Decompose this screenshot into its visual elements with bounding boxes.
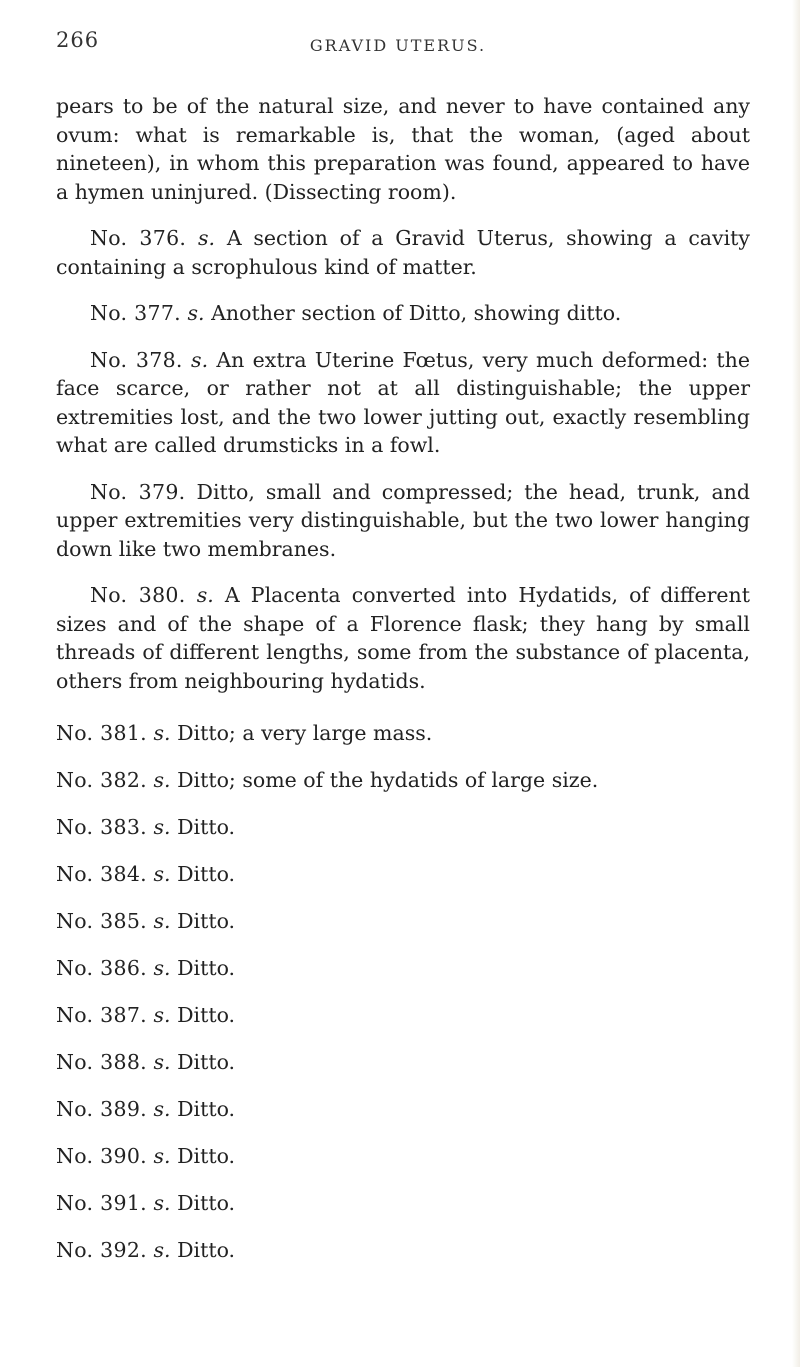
entry-number: No. 390. <box>56 1144 147 1168</box>
entry-description: Ditto, small and compressed; the head, trunk, and upper extremities very distinguishable, but the two lower hanging down like two membranes. <box>56 479 750 561</box>
entry-description: Ditto. <box>177 1144 236 1168</box>
entry-number: No. 382. <box>56 768 147 792</box>
entry-suffix: s. <box>153 909 171 933</box>
entry-description: Ditto. <box>177 1097 236 1121</box>
entry-suffix: s. <box>153 1050 171 1074</box>
catalogue-entry <box>56 299 750 328</box>
entry-suffix: s. <box>153 1097 171 1121</box>
entry-number: No. 386. <box>56 956 147 980</box>
entry-number: No. 392. <box>56 1238 147 1262</box>
page-edge-shadow <box>792 0 800 1367</box>
entry-description: A section of a Gravid Uterus, showing a cavity containing a scrophulous kind of matter. <box>56 226 750 279</box>
entry-suffix: s. <box>153 1144 171 1168</box>
entry-description: Ditto. <box>177 815 236 839</box>
entry-description: Ditto. <box>177 1191 236 1215</box>
entry-number: No. 377. <box>90 301 181 325</box>
entry-number: No. 385. <box>56 909 147 933</box>
entry-number: No. 384. <box>56 862 147 886</box>
entry-number: No. 380. <box>90 583 186 607</box>
running-title: GRAVID UTERUS. <box>309 36 487 55</box>
entry-suffix: s. <box>153 1191 171 1215</box>
list-item <box>56 954 750 983</box>
entry-number: No. 376. <box>90 226 187 250</box>
page-number: 266 <box>56 28 100 52</box>
entry-suffix: s. <box>153 1238 171 1262</box>
entry-number: No. 378. <box>90 347 183 372</box>
entry-number: No. 387. <box>56 1003 147 1027</box>
entry-description: Ditto. <box>177 1050 236 1074</box>
entry-description: A Placenta converted into Hydatids, of different sizes and of the shape of a Florence flask; they hang by small threads of different lengths, some from the substance of placenta, others from neighbouring hydatids. <box>56 583 750 693</box>
entry-description: Ditto; some of the hydatids of large size. <box>177 768 599 792</box>
entry-suffix: s. <box>153 956 171 980</box>
entry-description: Ditto. <box>177 1238 236 1262</box>
entry-number: No. 388. <box>56 1050 147 1074</box>
entry-description: Ditto; a very large mass. <box>177 721 433 745</box>
entry-suffix: s. <box>153 1003 171 1027</box>
short-entry-list <box>56 719 750 1265</box>
entry-description: Ditto. <box>177 862 236 886</box>
entry-description: Ditto. <box>177 1003 236 1027</box>
entry-description: Ditto. <box>177 909 236 933</box>
list-item <box>56 860 750 889</box>
entry-suffix: s. <box>153 862 171 886</box>
list-item <box>56 1048 750 1077</box>
list-item <box>56 1236 750 1265</box>
catalogue-entry <box>56 478 750 564</box>
entry-suffix: s. <box>198 226 216 250</box>
catalogue-entry <box>56 224 750 281</box>
entry-description: Another section of Ditto, showing ditto. <box>211 301 622 325</box>
list-item <box>56 1142 750 1171</box>
entry-suffix: s. <box>153 815 171 839</box>
list-item <box>56 1001 750 1030</box>
list-item <box>56 1189 750 1218</box>
catalogue-entry <box>56 581 750 695</box>
entry-suffix: s. <box>153 721 171 745</box>
list-item <box>56 719 750 748</box>
continuation-paragraph: pears to be of the natural size, and never to have contained any ovum: what is remarkable is, that the woman, (aged about nineteen), in whom this preparation was found, appeared to have a hymen uninjured. (Dissecting room). <box>56 94 750 204</box>
entry-description: An extra Uterine Fœtus, very much deformed: the face scarce, or rather not at all distinguishable; the upper extremities lost, and the two lower jutting out, exactly resembling what are called drumsticks in a fowl. <box>56 347 750 457</box>
entry-number: No. 389. <box>56 1097 147 1121</box>
entry-number: No. 391. <box>56 1191 147 1215</box>
entry-description: Ditto. <box>177 956 236 980</box>
entry-number: No. 379. <box>90 479 186 504</box>
entry-suffix: s. <box>196 583 214 607</box>
entry-suffix: s. <box>153 768 171 792</box>
entry-number: No. 383. <box>56 815 147 839</box>
catalogue-entry <box>56 346 750 460</box>
entry-number: No. 381. <box>56 721 147 745</box>
list-item <box>56 813 750 842</box>
page-body <box>56 92 750 1283</box>
list-item <box>56 1095 750 1124</box>
entry-suffix: s. <box>191 347 209 372</box>
list-item <box>56 766 750 795</box>
list-item <box>56 907 750 936</box>
running-head <box>56 28 740 58</box>
entry-suffix: s. <box>187 301 205 325</box>
